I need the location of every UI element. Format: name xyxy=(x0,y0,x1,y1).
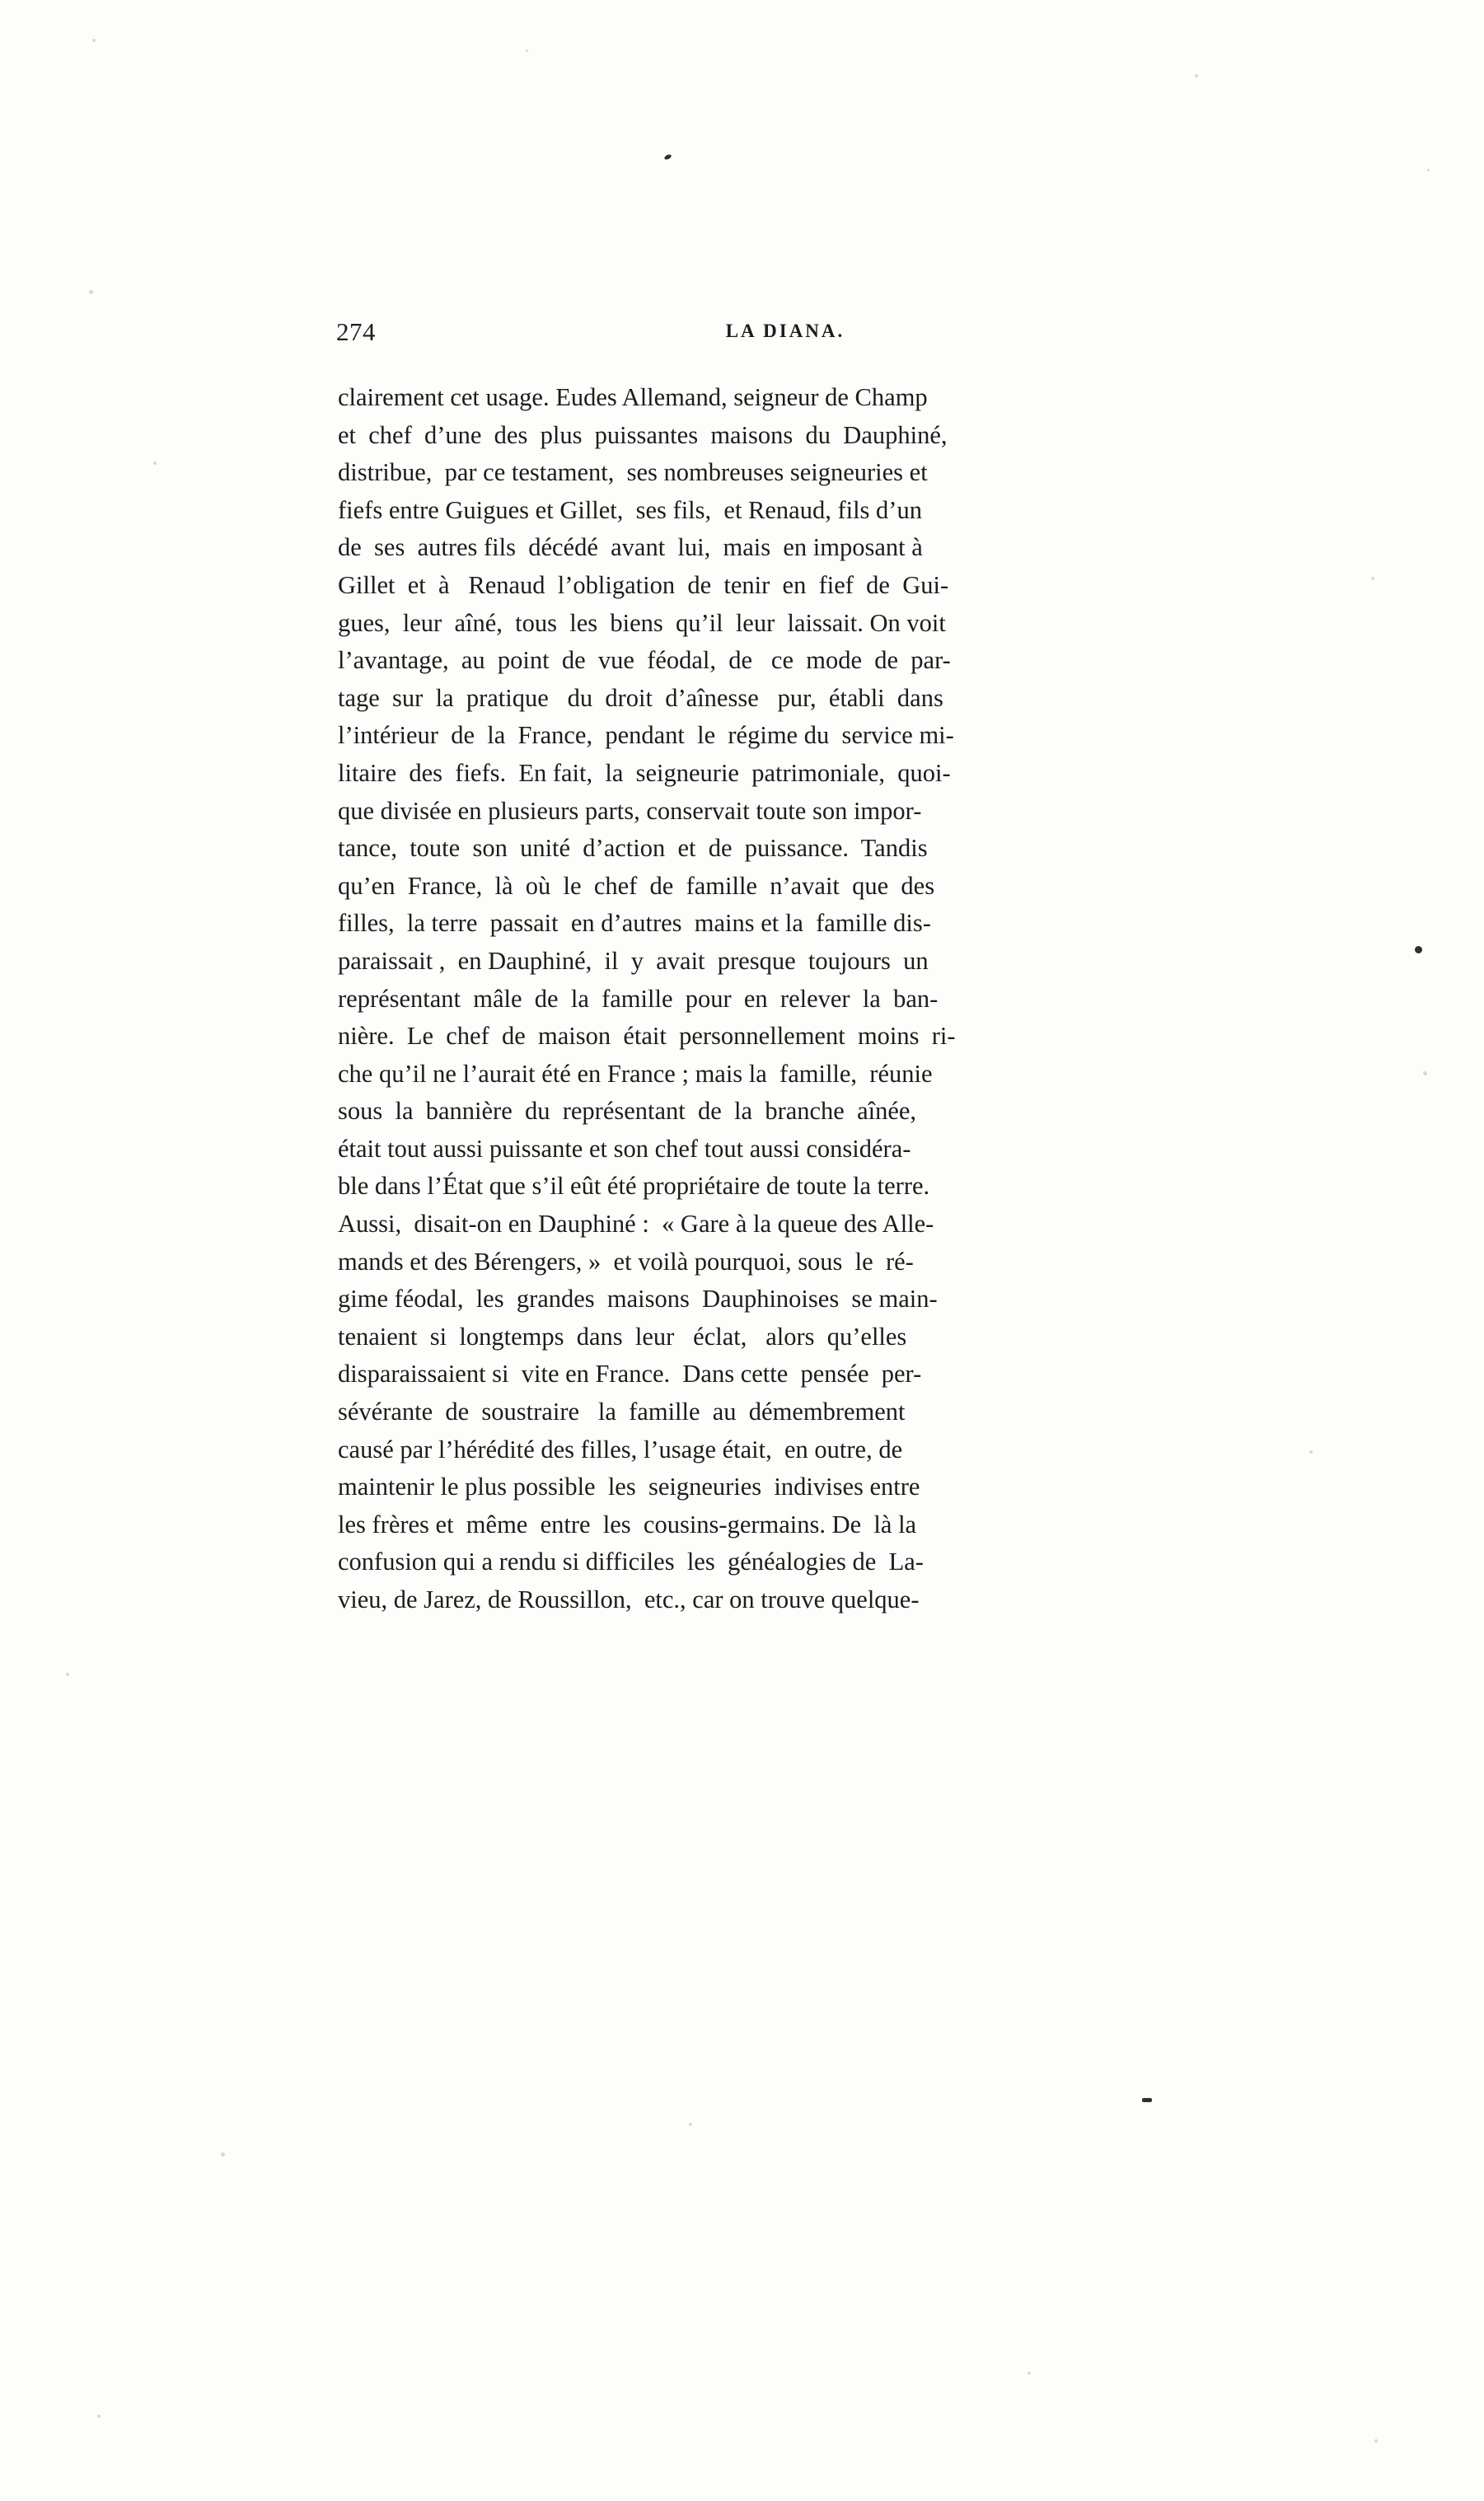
ink-mark xyxy=(663,153,672,161)
scan-speckle xyxy=(153,461,157,465)
text-line: tenaient si longtemps dans leur éclat, alors qu’elles xyxy=(338,1322,907,1351)
scan-speckle xyxy=(66,1673,69,1676)
text-line: l’avantage, au point de vue féodal, de ce mode de par- xyxy=(338,646,951,675)
text-line: gues, leur aîné, tous les biens qu’il leur laissait. On voit xyxy=(338,608,946,637)
text-line: que divisée en plusieurs parts, conservait toute son impor- xyxy=(338,796,922,825)
scan-speckle xyxy=(1195,74,1198,77)
text-line: che qu’il ne l’aurait été en France ; mais la famille, réunie xyxy=(338,1059,933,1088)
scan-speckle xyxy=(89,290,93,294)
text-line: qu’en France, là où le chef de famille n’avait que des xyxy=(338,871,935,900)
text-line: vieu, de Jarez, de Roussillon, etc., car on trouve quelque- xyxy=(338,1585,920,1613)
scan-speckle xyxy=(526,49,528,52)
text-line: l’intérieur de la France, pendant le régime du service mi- xyxy=(338,721,954,750)
page-number: 274 xyxy=(336,317,376,346)
scan-speckle xyxy=(221,2152,225,2157)
text-line: paraissait , en Dauphiné, il y avait presque toujours un xyxy=(338,946,929,975)
text-line: filles, la terre passait en d’autres mains et la famille dis- xyxy=(338,909,931,938)
text-line: distribue, par ce testament, ses nombreuses seigneuries et xyxy=(338,458,928,487)
text-line: clairement cet usage. Eudes Allemand, seigneur de Champ xyxy=(338,383,928,411)
scan-speckle xyxy=(92,39,96,42)
text-line: représentant mâle de la famille pour en relever la ban- xyxy=(338,984,939,1013)
scan-speckle xyxy=(1374,2439,1378,2442)
text-line: mands et des Bérengers, » et voilà pourquoi, sous le ré- xyxy=(338,1247,914,1276)
text-line: et chef d’une des plus puissantes maisons du Dauphiné, xyxy=(338,420,948,449)
scan-speckle xyxy=(1309,1450,1313,1454)
ink-mark xyxy=(1142,2098,1152,2102)
page-header xyxy=(336,317,1234,350)
text-line: nière. Le chef de maison était personnellement moins ri- xyxy=(338,1022,956,1051)
text-line: litaire des fiefs. En fait, la seigneurie patrimoniale, quoi- xyxy=(338,758,951,787)
scan-speckle xyxy=(1371,577,1374,580)
scan-speckle xyxy=(1423,1071,1427,1075)
text-line: causé par l’hérédité des filles, l’usage était, en outre, de xyxy=(338,1435,903,1464)
text-line: gime féodal, les grandes maisons Dauphinoises se main- xyxy=(338,1285,938,1314)
scan-speckle xyxy=(1427,169,1430,171)
text-line: confusion qui a rendu si difficiles les généalogies de La- xyxy=(338,1548,924,1576)
text-line: maintenir le plus possible les seigneuries indivises entre xyxy=(338,1473,920,1501)
text-line: tance, toute son unité d’action et de puissance. Tandis xyxy=(338,834,928,863)
text-line: les frères et même entre les cousins-germains. De là la xyxy=(338,1510,917,1539)
scan-speckle xyxy=(1028,2372,1031,2375)
ink-mark xyxy=(1415,946,1422,953)
text-line: Gillet et à Renaud l’obligation de tenir en fief de Gui- xyxy=(338,570,949,599)
text-line: sous la bannière du représentant de la branche aînée, xyxy=(338,1097,917,1126)
text-line: était tout aussi puissante et son chef tout aussi considéra- xyxy=(338,1134,911,1163)
text-line: tage sur la pratique du droit d’aînesse pur, établi dans xyxy=(338,683,943,712)
text-line: ble dans l’État que s’il eût été propriétaire de toute la terre. xyxy=(338,1172,930,1201)
text-line: de ses autres fils décédé avant lui, mais en imposant à xyxy=(338,533,923,562)
text-line: Aussi, disait-on en Dauphiné : « Gare à la queue des Alle- xyxy=(338,1210,934,1239)
body-text xyxy=(338,379,1236,1619)
text-line: fiefs entre Guigues et Gillet, ses fils, et Renaud, fils d’un xyxy=(338,495,922,524)
text-line: sévérante de soustraire la famille au démembrement xyxy=(338,1398,906,1426)
scan-speckle xyxy=(689,2123,692,2126)
text-line: disparaissaient si vite en France. Dans cette pensée per- xyxy=(338,1360,922,1389)
scan-speckle xyxy=(97,2414,101,2418)
running-title: LA DIANA. xyxy=(725,321,845,341)
